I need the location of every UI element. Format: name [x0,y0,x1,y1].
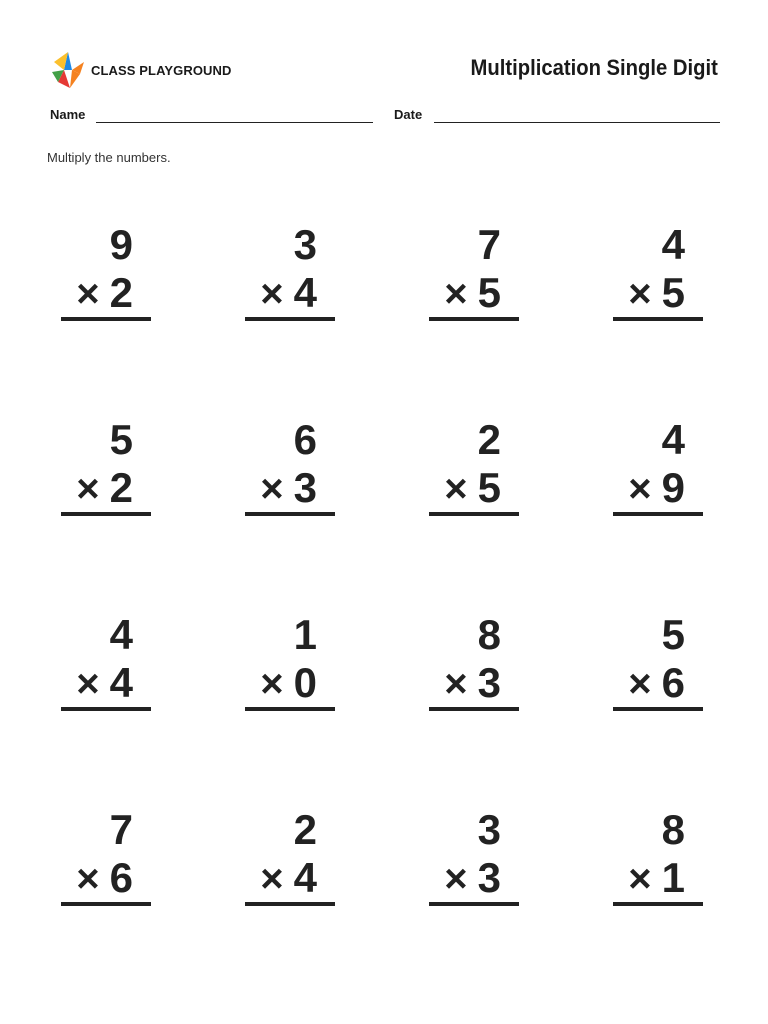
problem-11 [429,592,521,706]
multiplier-row [628,854,685,901]
multiplier: 0 [293,659,317,706]
answer-line[interactable] [613,707,703,711]
multiply-sign: × [444,857,468,901]
answer-line[interactable] [245,512,335,516]
name-label: Name [50,107,86,122]
name-field[interactable] [96,122,373,123]
answer-line[interactable] [613,317,703,321]
multiplier-row [628,464,685,511]
name-date-row [50,107,720,125]
problem-16 [613,787,705,901]
multiplicand: 4 [109,611,133,658]
multiplier: 5 [477,464,501,511]
multiply-sign: × [628,272,652,316]
multiplier-row [444,464,501,511]
multiplicand: 6 [293,416,317,463]
multiplier: 2 [109,464,133,511]
multiplier-row [444,269,501,316]
multiplier: 4 [293,269,317,316]
page-title: Multiplication Single Digit [470,55,718,80]
multiplicand: 4 [661,221,685,268]
multiplicand: 7 [477,221,501,268]
multiplier: 5 [661,269,685,316]
answer-line[interactable] [429,902,519,906]
multiplicand: 2 [477,416,501,463]
multiplier-row [444,659,501,706]
multiplier-row [260,659,317,706]
multiplier-row [260,464,317,511]
multiplier-row [628,269,685,316]
multiplicand: 8 [661,806,685,853]
multiplier: 4 [293,854,317,901]
problem-14 [245,787,337,901]
multiply-sign: × [444,662,468,706]
multiply-sign: × [628,857,652,901]
brand-logo [50,50,232,90]
brand-name: CLASS PLAYGROUND [91,62,232,78]
answer-line[interactable] [245,902,335,906]
multiply-sign: × [628,662,652,706]
multiplier: 6 [109,854,133,901]
multiplier: 3 [477,854,501,901]
multiply-sign: × [76,662,100,706]
answer-line[interactable] [429,317,519,321]
multiplier-row [260,269,317,316]
instructions: Multiply the numbers. [47,150,171,165]
multiplier: 3 [477,659,501,706]
multiplier-row [76,269,133,316]
problem-4 [613,202,705,316]
problem-7 [429,397,521,511]
multiplier-row [260,854,317,901]
multiplier: 9 [661,464,685,511]
answer-line[interactable] [429,512,519,516]
multiplier: 3 [293,464,317,511]
problem-8 [613,397,705,511]
multiply-sign: × [76,467,100,511]
multiply-sign: × [260,662,284,706]
multiply-sign: × [628,467,652,511]
class-playground-logo-icon [50,50,86,90]
problem-1 [61,202,153,316]
multiplicand: 9 [109,221,133,268]
multiplicand: 3 [293,221,317,268]
answer-line[interactable] [245,707,335,711]
multiplicand: 1 [293,611,317,658]
multiplier: 2 [109,269,133,316]
multiply-sign: × [444,467,468,511]
answer-line[interactable] [613,512,703,516]
multiply-sign: × [260,857,284,901]
answer-line[interactable] [61,902,151,906]
problem-9 [61,592,153,706]
multiplier-row [628,659,685,706]
multiplier: 5 [477,269,501,316]
date-field[interactable] [434,122,720,123]
problem-12 [613,592,705,706]
problem-6 [245,397,337,511]
multiplicand: 8 [477,611,501,658]
answer-line[interactable] [61,707,151,711]
multiplicand: 4 [661,416,685,463]
multiplier: 4 [109,659,133,706]
answer-line[interactable] [245,317,335,321]
answer-line[interactable] [429,707,519,711]
date-label: Date [394,107,423,122]
multiply-sign: × [76,272,100,316]
multiply-sign: × [260,272,284,316]
answer-line[interactable] [613,902,703,906]
multiply-sign: × [444,272,468,316]
multiplicand: 3 [477,806,501,853]
multiply-sign: × [76,857,100,901]
answer-line[interactable] [61,512,151,516]
multiplicand: 2 [293,806,317,853]
multiplicand: 7 [109,806,133,853]
multiplier: 6 [661,659,685,706]
multiplier-row [76,464,133,511]
multiplier-row [444,854,501,901]
problem-10 [245,592,337,706]
multiplicand: 5 [109,416,133,463]
answer-line[interactable] [61,317,151,321]
multiplier: 1 [661,854,685,901]
problem-2 [245,202,337,316]
multiplier-row [76,659,133,706]
problem-5 [61,397,153,511]
multiplicand: 5 [661,611,685,658]
problem-13 [61,787,153,901]
multiplier-row [76,854,133,901]
multiply-sign: × [260,467,284,511]
problem-3 [429,202,521,316]
problem-15 [429,787,521,901]
